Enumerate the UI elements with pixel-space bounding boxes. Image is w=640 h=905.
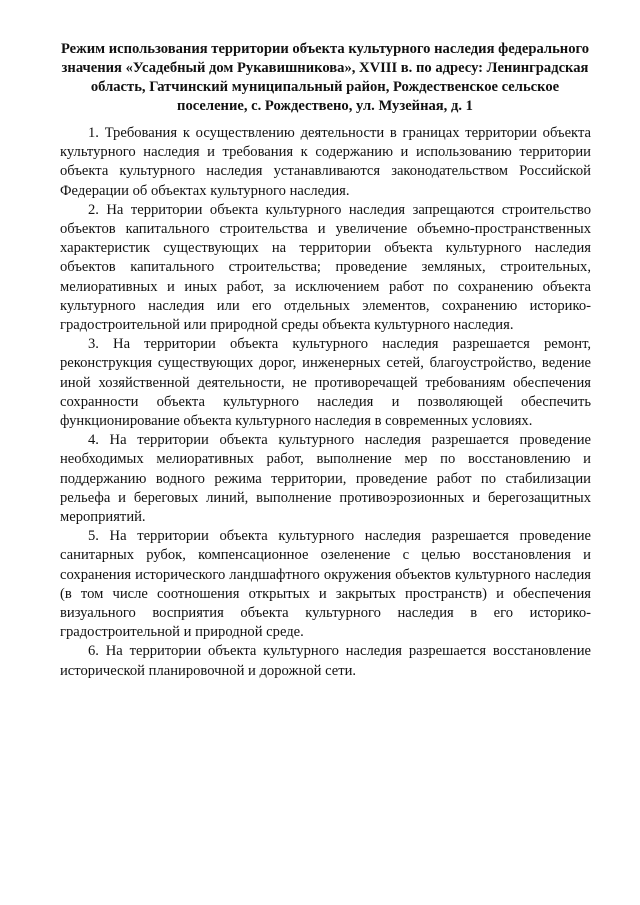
paragraph-5: 5. На территории объекта культурного наследия разрешается проведение санитарных рубок, компенсационное озеленение с целью восстановления и сохранения исторического ландшафтного окружения объектов культурного наследия (в том числе соотношения открытых и закрытых пространств) и обеспечения визуального восприятия объекта культурного наследия в его историко-градостроительной и природной среде. bbox=[60, 528, 591, 641]
paragraph-1: 1. Требования к осуществлению деятельности в границах территории объекта культурного наследия и требования к содержанию и использованию территории объекта культурного наследия устанавливаются законодательством Российской Федерации об объектах культурного наследия. bbox=[60, 125, 591, 199]
document-title: Режим использования территории объекта культурного наследия федерального значения «Усадебный дом Рукавишникова», XVIII в. по адресу: Ленинградская область, Гатчинский муниципальный район, Рождественское сельское поселение, с. Рождествено, ул. Музейная, д. 1 bbox=[60, 41, 590, 114]
document-body bbox=[60, 124, 591, 681]
paragraph-2: 2. На территории объекта культурного наследия запрещаются строительство объектов капитального строительства и увеличение объемно-пространственных характеристик существующих на территории объекта культурного наследия объектов капитального строительства; проведение земляных, строительных, мелиоративных и иных работ, за исключением работ по сохранению объекта культурного наследия или его отдельных элементов, сохранению историко-градостроительной или природной среды объекта культурного наследия. bbox=[60, 201, 591, 334]
paragraph-6: 6. На территории объекта культурного наследия разрешается восстановление исторической планировочной и дорожной сети. bbox=[60, 643, 591, 679]
paragraph-4: 4. На территории объекта культурного наследия разрешается проведение необходимых мелиоративных работ, выполнение мер по восстановлению и поддержанию водного режима территории, проведение работ по стабилизации рельефа и береговых линий, выполнение противоэрозионных и берегозащитных мероприятий. bbox=[60, 432, 591, 526]
paragraph-3: 3. На территории объекта культурного наследия разрешается ремонт, реконструкция существующих дорог, инженерных сетей, благоустройство, ведение иной хозяйственной деятельности, не противоречащей требованиям обеспечения сохранности объекта культурного наследия и позволяющей обеспечить функционирование объекта культурного наследия в современных условиях. bbox=[60, 336, 591, 430]
